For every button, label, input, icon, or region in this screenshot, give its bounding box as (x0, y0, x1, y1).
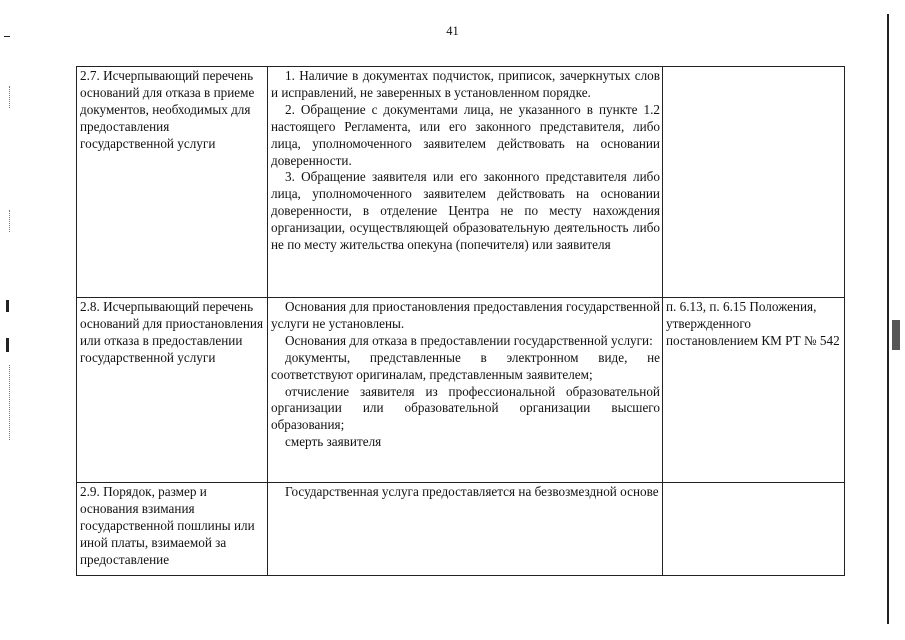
row-content-cell (268, 483, 663, 576)
scan-dotline-left-1 (9, 86, 11, 108)
scan-dotline-left-2 (9, 210, 11, 232)
table-row (77, 67, 845, 298)
row-reference: п. 6.13, п. 6.15 Положения, утвержденного постановлением КМ РТ № 542 (666, 299, 840, 348)
row-content-cell (268, 67, 663, 298)
requirements-table (76, 66, 845, 576)
row-reference-cell (663, 298, 845, 483)
content-paragraph: документы, представленные в электронном виде, не соответствуют оригиналам, представленным заявителем; (271, 349, 660, 382)
scan-mark-right-line (887, 14, 889, 624)
row-content-cell (268, 298, 663, 483)
content-paragraph: отчисление заявителя из профессиональной образовательной организации или образовательной организации высшего образования; (271, 383, 660, 433)
scan-dotline-left-3 (9, 365, 11, 440)
row-title: 2.9. Порядок, размер и основания взимания государственной пошлины или иной платы, взимаемой за предоставление (80, 484, 255, 567)
content-paragraph: 3. Обращение заявителя или его законного представителя либо лица, уполномоченного заявителем действовать на основании доверенности, в отделение Центра не по месту нахождения организации, осуществляющей образовательную деятельность либо не по месту жительства опекуна (попечителя) или заявителя (271, 169, 660, 253)
content-paragraph: смерть заявителя (285, 434, 382, 450)
scan-mark-left-mid2 (6, 338, 9, 352)
row-title-cell (77, 298, 268, 483)
row-reference-cell (663, 483, 845, 576)
page-number: 41 (446, 24, 459, 38)
row-title-cell (77, 483, 268, 576)
row-title-cell (77, 67, 268, 298)
content-paragraph: Основания для отказа в предоставлении государственной услуги: (285, 332, 653, 348)
scan-mark-left-mid (6, 300, 9, 312)
row-title: 2.8. Исчерпывающий перечень оснований для приостановления или отказа в предоставлении государственной услуги (80, 299, 264, 365)
scan-mark-right-block (892, 320, 900, 350)
row-title: 2.7. Исчерпывающий перечень оснований для отказа в приеме документов, необходимых для предоставления государственной услуги (80, 68, 255, 151)
content-paragraph: 1. Наличие в документах подчисток, приписок, зачеркнутых слов и исправлений, не заверенных в установленном порядке. (271, 68, 660, 100)
table-row (77, 483, 845, 576)
table-row (77, 298, 845, 483)
content-paragraph: 2. Обращение с документами лица, не указанного в пункте 1.2 настоящего Регламента, или его законного представителя, либо лица, уполномоченного заявителем действовать на основании доверенности. (271, 101, 660, 168)
content-paragraph: Государственная услуга предоставляется на безвозмездной основе (285, 484, 659, 499)
content-paragraph: Основания для приостановления предоставления государственной услуги не установлены. (271, 299, 660, 331)
row-reference-cell (663, 67, 845, 298)
